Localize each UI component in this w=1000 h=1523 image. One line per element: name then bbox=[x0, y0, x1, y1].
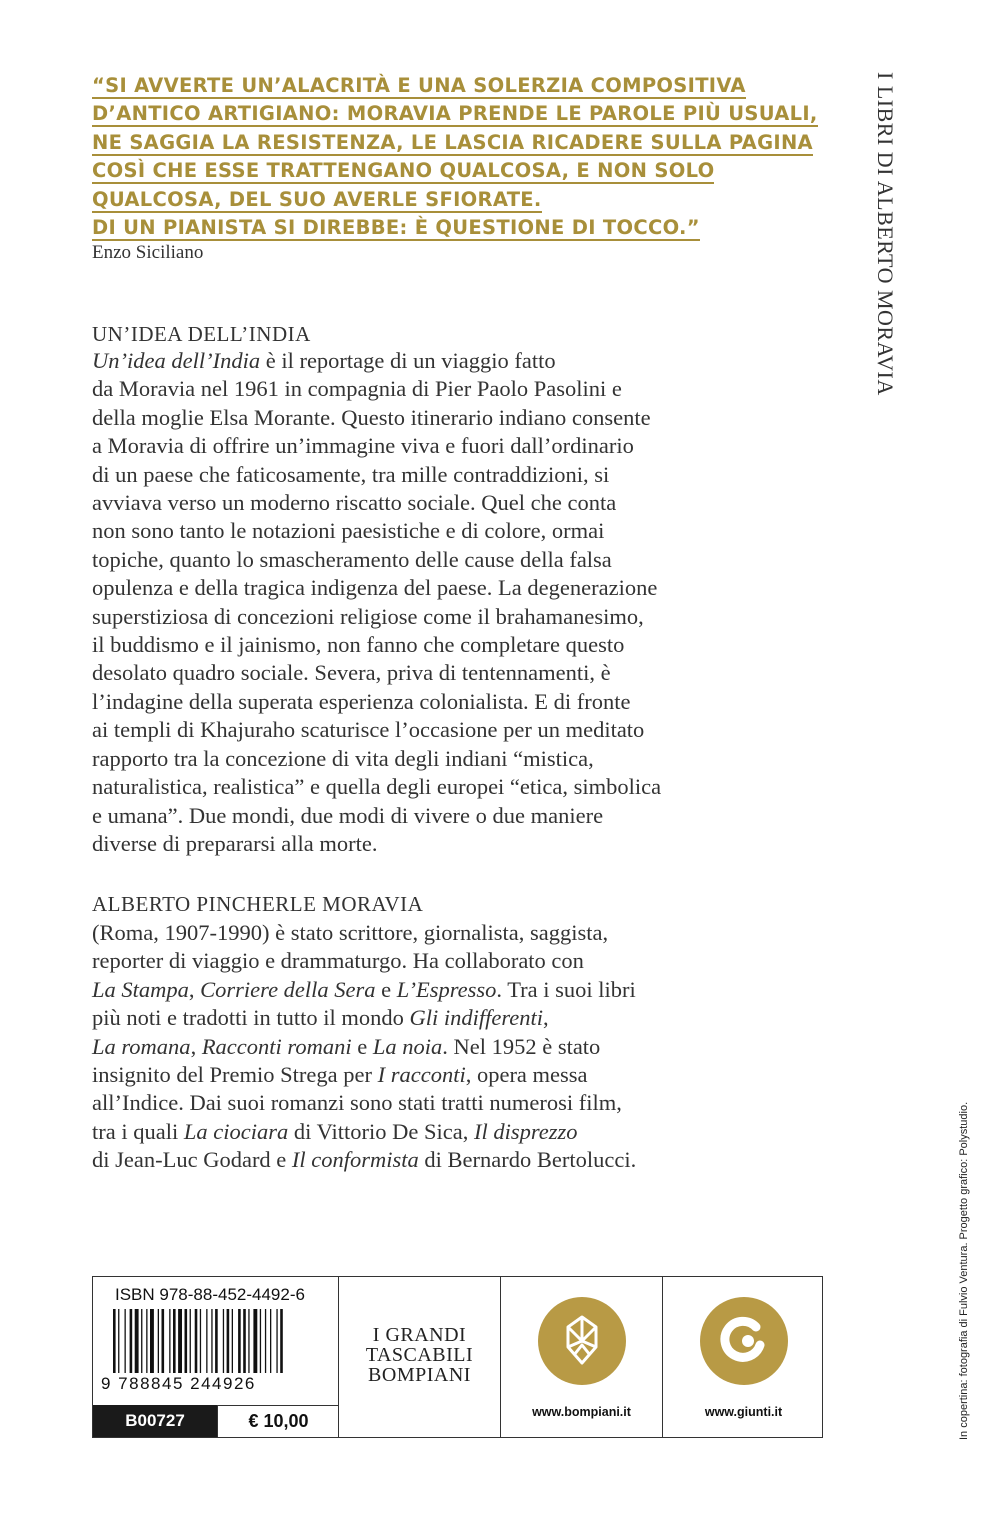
barcode-bar bbox=[169, 1309, 170, 1373]
synopsis-line: di un paese che faticosamente, tra mille contraddizioni, si bbox=[92, 461, 610, 487]
barcode-bar bbox=[162, 1309, 165, 1373]
barcode-bar bbox=[227, 1309, 230, 1373]
quote-line: DI UN PIANISTA SI DIREBBE: È QUESTIONE DI TOCCO.” bbox=[92, 216, 700, 240]
synopsis-line: naturalistica, realistica” e quella degli europei “etica, simbolica bbox=[92, 774, 662, 800]
barcode-bar bbox=[195, 1309, 198, 1373]
author-bio-line: (Roma, 1907-1990) è stato scrittore, giornalista, saggista, bbox=[92, 920, 609, 945]
barcode bbox=[111, 1309, 329, 1373]
barcode-bar bbox=[232, 1309, 233, 1373]
credit-text: In copertina: fotografia di Fulvio Ventura. Progetto grafico: Polystudio. bbox=[958, 1101, 970, 1440]
synopsis-line: a Moravia di offrire un’immagine viva e fuori dall’ordinario bbox=[92, 433, 634, 459]
work-title-italic: Racconti romani bbox=[201, 1033, 352, 1059]
work-title-italic: Il conformista bbox=[291, 1147, 419, 1173]
rose-icon bbox=[538, 1297, 626, 1385]
barcode-digits: 9 788845 244926 bbox=[101, 1374, 256, 1393]
barcode-bar bbox=[270, 1309, 271, 1373]
barcode-bar bbox=[158, 1309, 159, 1373]
author-bio-line: La Stampa, Corriere della Sera e L’Espresso. Tra i suoi libri bbox=[92, 976, 636, 1002]
barcode-bar bbox=[173, 1309, 176, 1373]
bottom-info-box bbox=[92, 1276, 823, 1438]
synopsis-line: da Moravia nel 1961 in compagnia di Pier Paolo Pasolini e bbox=[92, 376, 622, 402]
barcode-bar bbox=[280, 1309, 283, 1373]
barcode-bar bbox=[185, 1309, 188, 1373]
synopsis-line: desolato quadro sociale. Severa, priva di tentennamenti, è bbox=[92, 660, 611, 686]
author-bio-text bbox=[92, 919, 812, 1175]
synopsis-title: UN’IDEA DELL’INDIA bbox=[92, 322, 311, 346]
series-side-title bbox=[868, 72, 906, 412]
quote-block bbox=[92, 72, 818, 242]
barcode-bar bbox=[223, 1309, 224, 1373]
synopsis-line: ai templi di Khajuraho scaturisce l’occasione per un meditato bbox=[92, 717, 645, 743]
giunti-url: www.giunti.it bbox=[704, 1405, 783, 1419]
bompiani-url: www.bompiani.it bbox=[532, 1405, 631, 1419]
work-title-italic: Corriere della Sera bbox=[200, 976, 376, 1002]
synopsis-line: Un’idea dell’India è il reportage di un viaggio fatto bbox=[92, 348, 556, 373]
work-title-italic: Gli indifferenti bbox=[409, 1005, 544, 1031]
synopsis-text bbox=[92, 347, 812, 858]
swirl-icon bbox=[700, 1297, 788, 1385]
series-cell bbox=[339, 1277, 501, 1437]
quote-line: NE SAGGIA LA RESISTENZA, LE LASCIA RICADERE SULLA PAGINA bbox=[92, 130, 813, 154]
synopsis-line: rapporto tra la concezione di vita degli indiani “mistica, bbox=[92, 745, 594, 771]
work-title-italic: La noia bbox=[372, 1033, 443, 1059]
synopsis-line: opulenza e della tragica indigenza del paese. La degenerazione bbox=[92, 575, 658, 601]
barcode-bar bbox=[190, 1309, 191, 1373]
synopsis-line: della moglie Elsa Morante. Questo itinerario indiano consente bbox=[92, 404, 651, 430]
synopsis-line: superstiziosa di concezioni religiose come il brahamanesimo, bbox=[92, 603, 644, 629]
barcode-bar bbox=[178, 1309, 182, 1373]
barcode-bar bbox=[200, 1309, 201, 1373]
barcode-bar bbox=[146, 1309, 147, 1373]
barcode-bar bbox=[135, 1309, 139, 1373]
barcode-bar bbox=[265, 1309, 266, 1373]
barcode-bar bbox=[125, 1309, 126, 1373]
series-line: TASCABILI bbox=[365, 1344, 474, 1366]
author-bio-title: ALBERTO PINCHERLE MORAVIA bbox=[92, 892, 424, 916]
bompiani-cell bbox=[501, 1277, 663, 1437]
series-line: I GRANDI bbox=[372, 1324, 467, 1346]
synopsis-line: e umana”. Due mondi, due modi di vivere o due maniere bbox=[92, 802, 604, 828]
bompiani-logo-icon bbox=[538, 1297, 626, 1385]
work-title-italic: L’Espresso bbox=[396, 976, 497, 1002]
synopsis-line: l’indagine della superata esperienza colonialista. E di fronte bbox=[92, 688, 631, 714]
synopsis-line: non sono tanto le notazioni paesistiche e di colore, ormai bbox=[92, 518, 605, 544]
author-bio-line: di Jean-Luc Godard e Il conformista di Bernardo Bertolucci. bbox=[92, 1147, 637, 1173]
giunti-logo-icon bbox=[700, 1297, 788, 1385]
barcode-bar bbox=[276, 1309, 277, 1373]
author-bio-line: reporter di viaggio e drammaturgo. Ha collaborato con bbox=[92, 948, 584, 974]
barcode-bar bbox=[206, 1309, 207, 1373]
author-bio-line: La romana, Racconti romani e La noia. Nel 1952 è stato bbox=[92, 1033, 601, 1059]
quote-line: COSÌ CHE ESSE TRATTENGANO QUALCOSA, E NON SOLO bbox=[92, 159, 715, 183]
synopsis-line: diverse di prepararsi alla morte. bbox=[92, 830, 378, 856]
barcode-bar bbox=[215, 1309, 218, 1373]
barcode-bar bbox=[211, 1309, 212, 1373]
barcode-bar bbox=[238, 1309, 241, 1373]
isbn: ISBN 978-88-452-4492-6 bbox=[115, 1285, 305, 1304]
price: € 10,00 bbox=[217, 1405, 339, 1437]
barcode-bar bbox=[130, 1309, 133, 1373]
barcode-bar bbox=[248, 1309, 249, 1373]
work-title-italic: La romana bbox=[92, 1033, 191, 1059]
work-title-italic: I racconti bbox=[377, 1062, 466, 1088]
series-name bbox=[339, 1325, 500, 1385]
work-title-italic: Il disprezzo bbox=[473, 1118, 578, 1144]
series-side-title-text: I LIBRI DI ALBERTO MORAVIA bbox=[873, 72, 898, 396]
barcode-bar bbox=[141, 1309, 142, 1373]
barcode-bar bbox=[243, 1309, 246, 1373]
author-bio-line: all’Indice. Dai suoi romanzi sono stati tratti numerosi film, bbox=[92, 1090, 622, 1116]
synopsis-line: topiche, quanto lo smascheramento delle cause della falsa bbox=[92, 546, 612, 572]
work-title-italic: La ciociara bbox=[183, 1118, 289, 1144]
synopsis-line: il buddismo e il jainismo, non fanno che completare questo bbox=[92, 632, 625, 658]
synopsis-line: avviava verso un moderno riscatto sociale. Quel che conta bbox=[92, 490, 617, 516]
quote-author: Enzo Siciliano bbox=[92, 242, 204, 263]
quote-line: QUALCOSA, DEL SUO AVERLE SFIORATE. bbox=[92, 187, 542, 211]
barcode-bar bbox=[150, 1309, 154, 1373]
credit-line bbox=[958, 1101, 978, 1440]
author-bio-line: tra i quali La ciociara di Vittorio De Sica, Il disprezzo bbox=[92, 1118, 578, 1144]
book-title-italic: Un’idea dell’India bbox=[92, 348, 261, 373]
product-code: B00727 bbox=[93, 1405, 217, 1437]
quote-line: “SI AVVERTE UN’ALACRITÀ E UNA SOLERZIA COMPOSITIVA bbox=[92, 74, 746, 97]
quote-line: D’ANTICO ARTIGIANO: MORAVIA PRENDE LE PAROLE PIÙ USUALI, bbox=[92, 102, 818, 126]
work-title-italic: La Stampa bbox=[92, 976, 189, 1002]
author-bio-line: insignito del Premio Strega per I racconti, opera messa bbox=[92, 1062, 588, 1088]
series-line: BOMPIANI bbox=[368, 1364, 471, 1386]
barcode-cell bbox=[93, 1277, 339, 1437]
barcode-bar bbox=[113, 1309, 116, 1373]
barcode-bar bbox=[260, 1309, 261, 1373]
author-bio-line: più noti e tradotti in tutto il mondo Gli indifferenti, bbox=[92, 1005, 549, 1031]
giunti-cell bbox=[663, 1277, 824, 1437]
barcode-bar bbox=[118, 1309, 119, 1373]
barcode-bar bbox=[253, 1309, 257, 1373]
